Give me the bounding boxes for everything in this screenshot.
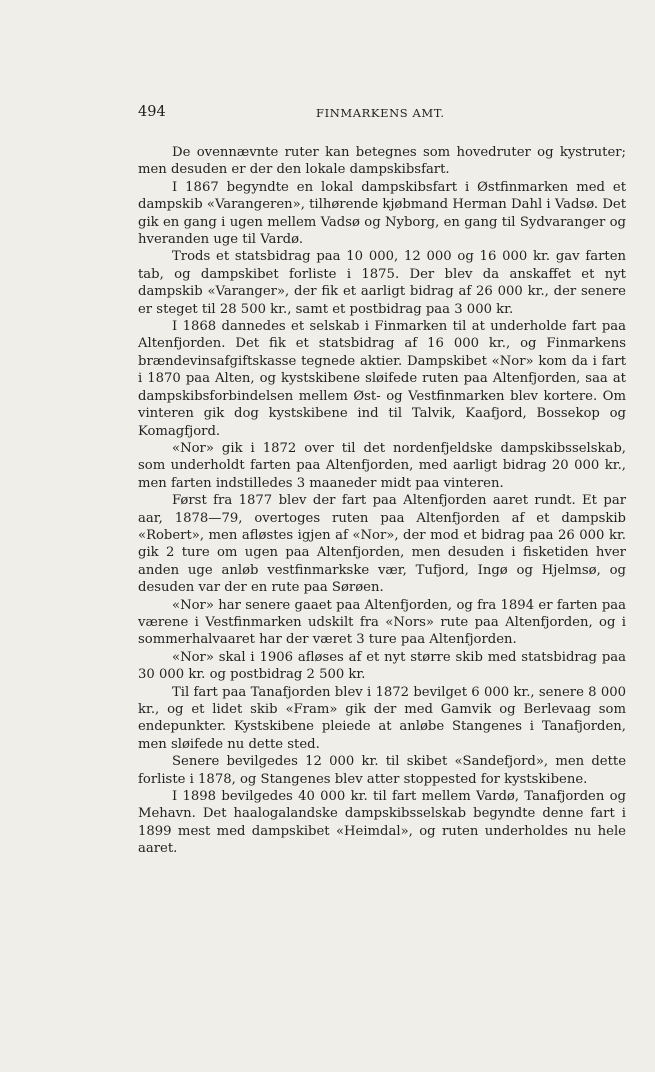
running-title: FINMARKENS AMT. <box>316 106 445 120</box>
body-text <box>138 144 626 858</box>
paragraph: Senere bevilgedes 12 000 kr. til skibet «Sandefjord», men dette forliste i 1878, og Stangenes blev atter stoppested for kystskibene. <box>138 754 626 787</box>
paragraph: «Nor» gik i 1872 over til det nordenfjeldske dampskibsselskab, som underholdt farten paa Altenfjorden, med aarligt bidrag 20 000 kr., men farten indstilledes 3 maaneder midt paa vinteren. <box>138 440 626 491</box>
paragraph: I 1868 dannedes et selskab i Finmarken til at underholde fart paa Altenfjorden. Det fik et statsbidrag af 16 000 kr., og Finmarkens brændevinsafgiftskasse tegnede aktier. Dampskibet «Nor» kom da i fart i 1870 paa Alten, og kystskibene sløifede ruten paa Altenfjorden, saa at dampskibsforbindelsen mellem Øst- og Vestfinmarken blev kortere. Om vinteren gik dog kystskibene ind til Talvik, Kaafjord, Bossekop og Komagfjord. <box>138 319 626 439</box>
page-header <box>138 104 626 128</box>
page-number: 494 <box>138 104 166 120</box>
paragraph: Til fart paa Tanafjorden blev i 1872 bevilget 6 000 kr., senere 8 000 kr., og et lidet skib «Fram» gik der med Gamvik og Berlevaag som endepunkter. Kystskibene pleiede at anløbe Stangenes i Tanafjorden, men sløifede nu dette sted. <box>138 684 626 752</box>
paragraph: «Nor» skal i 1906 afløses af et nyt større skib med statsbidrag paa 30 000 kr. og postbidrag 2 500 kr. <box>138 649 626 683</box>
paragraph: De ovennævnte ruter kan betegnes som hovedruter og kystruter; men desuden er der den lokale dampskibsfart. <box>138 145 626 178</box>
paragraph: Først fra 1877 blev der fart paa Altenfjorden aaret rundt. Et par aar, 1878—79, overtoges ruten paa Altenfjorden af et dampskib «Robert», men afløstes igjen af «Nor», der mod et bidrag paa 26 000 kr. gik 2 ture om ugen paa Altenfjorden, men desuden i fisketiden hver anden uge anløb vestfinmarkske vær, Tufjord, Ingø og Hjelmsø, og desuden var der en rute paa Sørøen. <box>138 493 626 596</box>
paragraph: «Nor» har senere gaaet paa Altenfjorden, og fra 1894 er farten paa værene i Vestfinmarken udskilt fra «Nors» rute paa Altenfjorden, og i sommerhalvaaret har der været 3 ture paa Altenfjorden. <box>138 597 626 648</box>
paragraph: I 1867 begyndte en lokal dampskibsfart i Østfinmarken med et dampskib «Varangeren», tilhørende kjøbmand Herman Dahl i Vadsø. Det gik en gang i ugen mellem Vadsø og Nyborg, en gang til Sydvaranger og hveranden uge til Vardø. <box>138 179 626 248</box>
paragraph: I 1898 bevilgedes 40 000 kr. til fart mellem Vardø, Tanafjorden og Mehavn. Det haalogalandske dampskibsselskab begyndte denne fart i 1899 mest med dampskibet «Heimdal», og ruten underholdes nu hele aaret. <box>138 789 626 857</box>
paragraph: Trods et statsbidrag paa 10 000, 12 000 og 16 000 kr. gav farten tab, og dampskibet forliste i 1875. Der blev da anskaffet et nyt dampskib «Varanger», der fik et aarligt bidrag af 26 000 kr., der senere er steget til 28 500 kr., samt et postbidrag paa 3 000 kr. <box>138 249 626 317</box>
